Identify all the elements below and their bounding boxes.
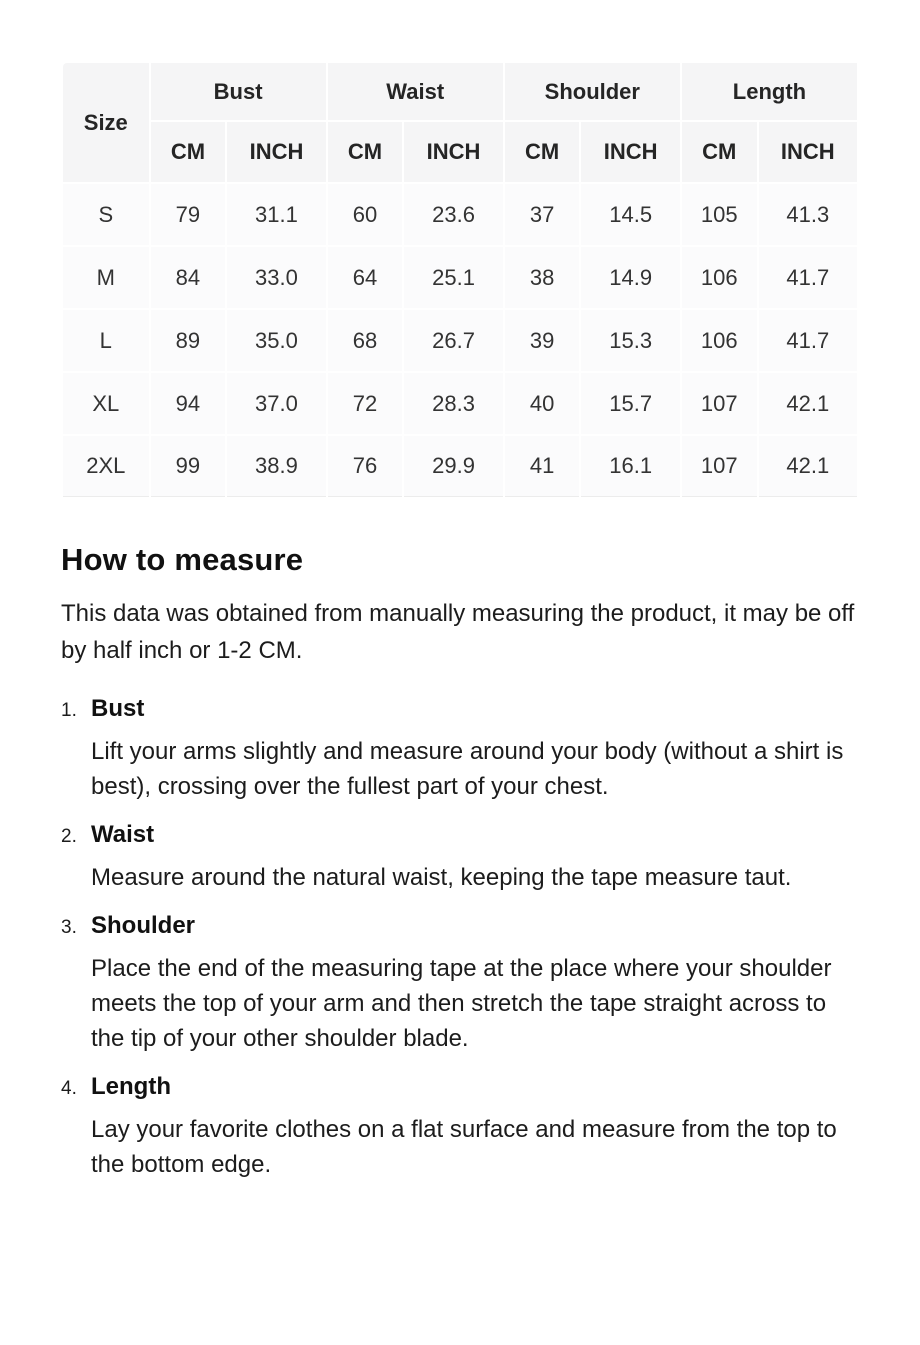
item-description: Lay your favorite clothes on a flat surface and measure from the top to the bottom edge. bbox=[91, 1116, 837, 1178]
item-number: 1. bbox=[61, 700, 77, 721]
table-row-s bbox=[63, 184, 857, 245]
list-item-length bbox=[61, 1073, 859, 1182]
size-chart-table bbox=[61, 61, 859, 499]
value-cell: 107 bbox=[682, 373, 757, 434]
value-cell: 99 bbox=[151, 436, 226, 497]
unit-header-shoulder-inch: INCH bbox=[581, 122, 679, 182]
value-cell: 42.1 bbox=[759, 373, 857, 434]
size-chart-header bbox=[63, 63, 857, 182]
value-cell: 106 bbox=[682, 247, 757, 308]
header-cell-waist: Waist bbox=[328, 63, 503, 120]
value-cell: 41 bbox=[505, 436, 580, 497]
size-cell: S bbox=[63, 184, 149, 245]
section-title: How to measure bbox=[61, 542, 304, 577]
size-cell: L bbox=[63, 310, 149, 371]
item-number: 4. bbox=[61, 1078, 77, 1099]
item-title: Shoulder bbox=[91, 912, 196, 939]
value-cell: 25.1 bbox=[404, 247, 502, 308]
value-cell: 64 bbox=[328, 247, 403, 308]
unit-header-shoulder-cm: CM bbox=[505, 122, 580, 182]
value-cell: 28.3 bbox=[404, 373, 502, 434]
value-cell: 41.7 bbox=[759, 247, 857, 308]
list-item-bust bbox=[61, 695, 859, 804]
size-cell: M bbox=[63, 247, 149, 308]
item-description: Place the end of the measuring tape at the place where your shoulder meets the top of your arm and then stretch the tape straight across to the tip of your other shoulder blade. bbox=[91, 955, 832, 1052]
item-title: Length bbox=[91, 1073, 171, 1100]
value-cell: 89 bbox=[151, 310, 226, 371]
unit-header-length-inch: INCH bbox=[759, 122, 857, 182]
list-item-shoulder bbox=[61, 912, 859, 1056]
value-cell: 31.1 bbox=[227, 184, 325, 245]
measure-list bbox=[61, 695, 859, 1182]
unit-header-waist-inch: INCH bbox=[404, 122, 502, 182]
value-cell: 35.0 bbox=[227, 310, 325, 371]
value-cell: 38 bbox=[505, 247, 580, 308]
header-cell-size: Size bbox=[63, 63, 149, 182]
unit-header-bust-inch: INCH bbox=[227, 122, 325, 182]
value-cell: 37.0 bbox=[227, 373, 325, 434]
value-cell: 23.6 bbox=[404, 184, 502, 245]
value-cell: 68 bbox=[328, 310, 403, 371]
table-row-m bbox=[63, 247, 857, 308]
value-cell: 79 bbox=[151, 184, 226, 245]
value-cell: 29.9 bbox=[404, 436, 502, 497]
value-cell: 39 bbox=[505, 310, 580, 371]
value-cell: 37 bbox=[505, 184, 580, 245]
value-cell: 40 bbox=[505, 373, 580, 434]
unit-header-waist-cm: CM bbox=[328, 122, 403, 182]
value-cell: 76 bbox=[328, 436, 403, 497]
value-cell: 72 bbox=[328, 373, 403, 434]
table-row-2xl bbox=[63, 436, 857, 497]
item-title: Bust bbox=[91, 695, 145, 722]
item-number: 2. bbox=[61, 826, 77, 847]
value-cell: 94 bbox=[151, 373, 226, 434]
unit-header-bust-cm: CM bbox=[151, 122, 226, 182]
header-cell-shoulder: Shoulder bbox=[505, 63, 680, 120]
value-cell: 14.9 bbox=[581, 247, 679, 308]
value-cell: 15.3 bbox=[581, 310, 679, 371]
item-description: Lift your arms slightly and measure around your body (without a shirt is best), crossing over the fullest part of your chest. bbox=[91, 738, 844, 800]
value-cell: 16.1 bbox=[581, 436, 679, 497]
header-cell-length: Length bbox=[682, 63, 857, 120]
value-cell: 14.5 bbox=[581, 184, 679, 245]
value-cell: 15.7 bbox=[581, 373, 679, 434]
header-cell-bust: Bust bbox=[151, 63, 326, 120]
value-cell: 42.1 bbox=[759, 436, 857, 497]
size-cell: XL bbox=[63, 373, 149, 434]
intro-paragraph: This data was obtained from manually measuring the product, it may be off by half inch or 1-2 CM. bbox=[61, 600, 855, 664]
value-cell: 26.7 bbox=[404, 310, 502, 371]
value-cell: 84 bbox=[151, 247, 226, 308]
value-cell: 107 bbox=[682, 436, 757, 497]
value-cell: 38.9 bbox=[227, 436, 325, 497]
list-item-waist bbox=[61, 821, 859, 895]
item-number: 3. bbox=[61, 917, 77, 938]
size-chart-body bbox=[63, 184, 857, 497]
item-description: Measure around the natural waist, keeping the tape measure taut. bbox=[91, 864, 792, 891]
value-cell: 33.0 bbox=[227, 247, 325, 308]
value-cell: 41.3 bbox=[759, 184, 857, 245]
table-row-xl bbox=[63, 373, 857, 434]
size-cell: 2XL bbox=[63, 436, 149, 497]
table-row-l bbox=[63, 310, 857, 371]
value-cell: 106 bbox=[682, 310, 757, 371]
item-title: Waist bbox=[91, 821, 155, 848]
value-cell: 105 bbox=[682, 184, 757, 245]
unit-header-length-cm: CM bbox=[682, 122, 757, 182]
value-cell: 41.7 bbox=[759, 310, 857, 371]
value-cell: 60 bbox=[328, 184, 403, 245]
